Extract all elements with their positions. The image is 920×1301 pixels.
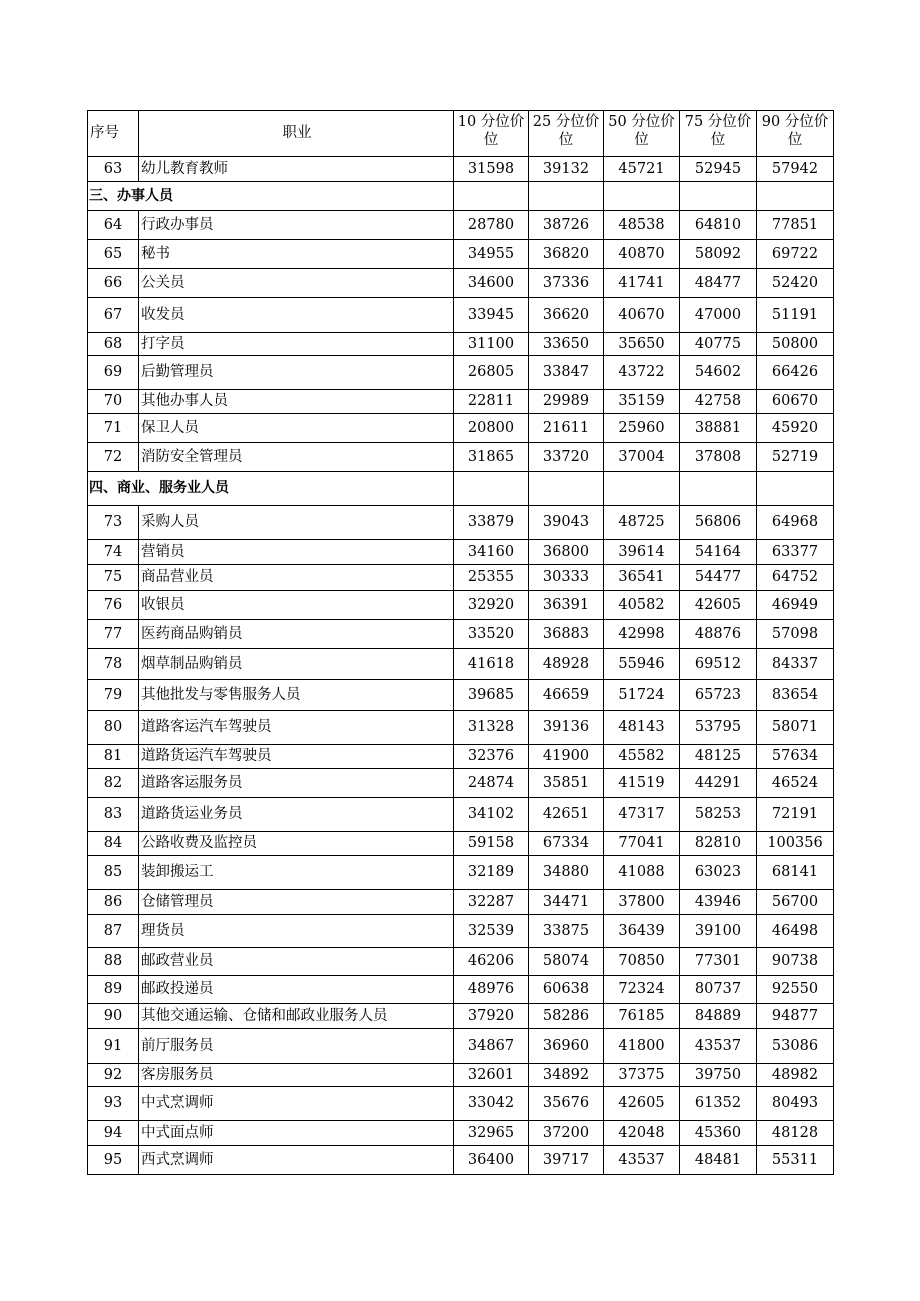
p25-cell: 46659 bbox=[529, 680, 604, 711]
p90-cell: 68141 bbox=[757, 856, 834, 890]
p25-cell: 41900 bbox=[529, 745, 604, 769]
p25-cell: 36391 bbox=[529, 591, 604, 620]
p50-cell: 42998 bbox=[604, 620, 680, 649]
p75-cell: 45360 bbox=[680, 1121, 757, 1146]
occupation-cell: 中式烹调师 bbox=[139, 1087, 454, 1121]
occupation-cell: 其他交通运输、仓储和邮政业服务人员 bbox=[139, 1004, 454, 1029]
table-row bbox=[88, 211, 834, 240]
p25-cell: 37336 bbox=[529, 269, 604, 298]
occupation-cell: 道路货运业务员 bbox=[139, 798, 454, 832]
seq-cell: 93 bbox=[88, 1087, 139, 1121]
occupation-cell: 收银员 bbox=[139, 591, 454, 620]
p90-cell: 51191 bbox=[757, 298, 834, 333]
p10-cell: 33042 bbox=[454, 1087, 529, 1121]
p50-cell: 37800 bbox=[604, 890, 680, 915]
p90-cell: 55311 bbox=[757, 1146, 834, 1175]
occupation-cell: 公路收费及监控员 bbox=[139, 832, 454, 856]
p90-cell: 52719 bbox=[757, 443, 834, 472]
p90-cell: 46498 bbox=[757, 915, 834, 948]
section-title: 四、商业、服务业人员 bbox=[88, 472, 454, 506]
p25-cell: 30333 bbox=[529, 565, 604, 591]
seq-cell: 66 bbox=[88, 269, 139, 298]
p75-cell: 39750 bbox=[680, 1064, 757, 1087]
p75-cell: 56806 bbox=[680, 506, 757, 540]
occupation-cell: 烟草制品购销员 bbox=[139, 649, 454, 680]
p50-cell: 37004 bbox=[604, 443, 680, 472]
p90-cell: 50800 bbox=[757, 333, 834, 356]
p10-cell: 26805 bbox=[454, 356, 529, 390]
p75-cell: 40775 bbox=[680, 333, 757, 356]
occupation-cell: 道路客运汽车驾驶员 bbox=[139, 711, 454, 745]
p50-cell: 48143 bbox=[604, 711, 680, 745]
p50-cell: 42605 bbox=[604, 1087, 680, 1121]
p50-cell: 40870 bbox=[604, 240, 680, 269]
p50-cell: 41088 bbox=[604, 856, 680, 890]
p25-cell: 35676 bbox=[529, 1087, 604, 1121]
occupation-cell: 其他办事人员 bbox=[139, 390, 454, 414]
p25-cell: 29989 bbox=[529, 390, 604, 414]
p50-cell: 35159 bbox=[604, 390, 680, 414]
seq-cell: 71 bbox=[88, 414, 139, 443]
p25-cell: 58074 bbox=[529, 948, 604, 976]
empty-cell bbox=[604, 182, 680, 211]
table-row bbox=[88, 620, 834, 649]
p50-cell: 36541 bbox=[604, 565, 680, 591]
p75-cell: 48481 bbox=[680, 1146, 757, 1175]
p50-cell: 48538 bbox=[604, 211, 680, 240]
p10-cell: 32189 bbox=[454, 856, 529, 890]
p50-cell: 41800 bbox=[604, 1029, 680, 1064]
table-row bbox=[88, 711, 834, 745]
empty-cell bbox=[604, 472, 680, 506]
occupation-cell: 行政办事员 bbox=[139, 211, 454, 240]
header-p25: 25 分位价位 bbox=[529, 111, 604, 157]
occupation-cell: 采购人员 bbox=[139, 506, 454, 540]
p25-cell: 60638 bbox=[529, 976, 604, 1004]
p10-cell: 37920 bbox=[454, 1004, 529, 1029]
table-row bbox=[88, 890, 834, 915]
p90-cell: 100356 bbox=[757, 832, 834, 856]
occupation-cell: 保卫人员 bbox=[139, 414, 454, 443]
p10-cell: 32965 bbox=[454, 1121, 529, 1146]
p25-cell: 39136 bbox=[529, 711, 604, 745]
occupation-cell: 前厅服务员 bbox=[139, 1029, 454, 1064]
header-row bbox=[88, 111, 834, 157]
p10-cell: 33520 bbox=[454, 620, 529, 649]
occupation-cell: 理货员 bbox=[139, 915, 454, 948]
p25-cell: 36960 bbox=[529, 1029, 604, 1064]
p10-cell: 31100 bbox=[454, 333, 529, 356]
seq-cell: 72 bbox=[88, 443, 139, 472]
occupational-wage-table bbox=[87, 110, 834, 1175]
p10-cell: 24874 bbox=[454, 769, 529, 798]
p25-cell: 36883 bbox=[529, 620, 604, 649]
seq-cell: 77 bbox=[88, 620, 139, 649]
seq-cell: 76 bbox=[88, 591, 139, 620]
p10-cell: 31598 bbox=[454, 157, 529, 182]
p75-cell: 42605 bbox=[680, 591, 757, 620]
p90-cell: 45920 bbox=[757, 414, 834, 443]
p50-cell: 51724 bbox=[604, 680, 680, 711]
p25-cell: 34880 bbox=[529, 856, 604, 890]
header-p50: 50 分位价位 bbox=[604, 111, 680, 157]
p75-cell: 65723 bbox=[680, 680, 757, 711]
p10-cell: 33945 bbox=[454, 298, 529, 333]
table-row bbox=[88, 240, 834, 269]
occupation-cell: 中式面点师 bbox=[139, 1121, 454, 1146]
p75-cell: 63023 bbox=[680, 856, 757, 890]
p10-cell: 34102 bbox=[454, 798, 529, 832]
seq-cell: 73 bbox=[88, 506, 139, 540]
p25-cell: 36620 bbox=[529, 298, 604, 333]
p10-cell: 34867 bbox=[454, 1029, 529, 1064]
p90-cell: 64752 bbox=[757, 565, 834, 591]
occupation-cell: 医药商品购销员 bbox=[139, 620, 454, 649]
p50-cell: 47317 bbox=[604, 798, 680, 832]
table-row bbox=[88, 680, 834, 711]
p90-cell: 83654 bbox=[757, 680, 834, 711]
p75-cell: 82810 bbox=[680, 832, 757, 856]
table-row bbox=[88, 745, 834, 769]
p25-cell: 21611 bbox=[529, 414, 604, 443]
occupation-cell: 装卸搬运工 bbox=[139, 856, 454, 890]
table-row bbox=[88, 649, 834, 680]
table-row bbox=[88, 506, 834, 540]
table-row bbox=[88, 356, 834, 390]
p75-cell: 44291 bbox=[680, 769, 757, 798]
p90-cell: 57098 bbox=[757, 620, 834, 649]
p75-cell: 54602 bbox=[680, 356, 757, 390]
p25-cell: 37200 bbox=[529, 1121, 604, 1146]
p90-cell: 57942 bbox=[757, 157, 834, 182]
p90-cell: 90738 bbox=[757, 948, 834, 976]
seq-cell: 79 bbox=[88, 680, 139, 711]
seq-cell: 86 bbox=[88, 890, 139, 915]
empty-cell bbox=[529, 472, 604, 506]
p75-cell: 43537 bbox=[680, 1029, 757, 1064]
p25-cell: 58286 bbox=[529, 1004, 604, 1029]
p25-cell: 42651 bbox=[529, 798, 604, 832]
table-row bbox=[88, 856, 834, 890]
table-row bbox=[88, 565, 834, 591]
table-row bbox=[88, 1064, 834, 1087]
header-p75: 75 分位价位 bbox=[680, 111, 757, 157]
empty-cell bbox=[529, 182, 604, 211]
header-p90: 90 分位价位 bbox=[757, 111, 834, 157]
p75-cell: 48477 bbox=[680, 269, 757, 298]
occupation-cell: 其他批发与零售服务人员 bbox=[139, 680, 454, 711]
p90-cell: 48128 bbox=[757, 1121, 834, 1146]
p90-cell: 56700 bbox=[757, 890, 834, 915]
seq-cell: 75 bbox=[88, 565, 139, 591]
table-row bbox=[88, 948, 834, 976]
occupation-cell: 公关员 bbox=[139, 269, 454, 298]
p90-cell: 53086 bbox=[757, 1029, 834, 1064]
p25-cell: 39717 bbox=[529, 1146, 604, 1175]
p25-cell: 34471 bbox=[529, 890, 604, 915]
occupation-cell: 营销员 bbox=[139, 540, 454, 565]
seq-cell: 67 bbox=[88, 298, 139, 333]
occupation-cell: 幼儿教育教师 bbox=[139, 157, 454, 182]
header-seq: 序号 bbox=[88, 111, 139, 157]
p75-cell: 84889 bbox=[680, 1004, 757, 1029]
section-row bbox=[88, 182, 834, 211]
p90-cell: 60670 bbox=[757, 390, 834, 414]
p90-cell: 46524 bbox=[757, 769, 834, 798]
p10-cell: 32539 bbox=[454, 915, 529, 948]
p50-cell: 43722 bbox=[604, 356, 680, 390]
p90-cell: 84337 bbox=[757, 649, 834, 680]
p50-cell: 48725 bbox=[604, 506, 680, 540]
occupation-cell: 西式烹调师 bbox=[139, 1146, 454, 1175]
p50-cell: 45582 bbox=[604, 745, 680, 769]
p75-cell: 42758 bbox=[680, 390, 757, 414]
p90-cell: 58071 bbox=[757, 711, 834, 745]
table-row bbox=[88, 915, 834, 948]
seq-cell: 82 bbox=[88, 769, 139, 798]
table-row bbox=[88, 157, 834, 182]
p90-cell: 46949 bbox=[757, 591, 834, 620]
p50-cell: 43537 bbox=[604, 1146, 680, 1175]
p10-cell: 46206 bbox=[454, 948, 529, 976]
p10-cell: 22811 bbox=[454, 390, 529, 414]
p75-cell: 37808 bbox=[680, 443, 757, 472]
table-row bbox=[88, 390, 834, 414]
p50-cell: 41741 bbox=[604, 269, 680, 298]
header-p10: 10 分位价位 bbox=[454, 111, 529, 157]
table-row bbox=[88, 798, 834, 832]
p50-cell: 76185 bbox=[604, 1004, 680, 1029]
table-body bbox=[88, 111, 834, 1175]
p10-cell: 59158 bbox=[454, 832, 529, 856]
empty-cell bbox=[680, 472, 757, 506]
p50-cell: 70850 bbox=[604, 948, 680, 976]
table-row bbox=[88, 269, 834, 298]
p50-cell: 41519 bbox=[604, 769, 680, 798]
p50-cell: 25960 bbox=[604, 414, 680, 443]
seq-cell: 89 bbox=[88, 976, 139, 1004]
p90-cell: 77851 bbox=[757, 211, 834, 240]
p25-cell: 33650 bbox=[529, 333, 604, 356]
p50-cell: 35650 bbox=[604, 333, 680, 356]
table-row bbox=[88, 769, 834, 798]
seq-cell: 91 bbox=[88, 1029, 139, 1064]
seq-cell: 90 bbox=[88, 1004, 139, 1029]
p50-cell: 39614 bbox=[604, 540, 680, 565]
p90-cell: 69722 bbox=[757, 240, 834, 269]
empty-cell bbox=[454, 472, 529, 506]
seq-cell: 84 bbox=[88, 832, 139, 856]
p90-cell: 48982 bbox=[757, 1064, 834, 1087]
p10-cell: 32376 bbox=[454, 745, 529, 769]
occupation-cell: 秘书 bbox=[139, 240, 454, 269]
seq-cell: 92 bbox=[88, 1064, 139, 1087]
p25-cell: 36800 bbox=[529, 540, 604, 565]
table-row bbox=[88, 1029, 834, 1064]
p75-cell: 69512 bbox=[680, 649, 757, 680]
occupation-cell: 商品营业员 bbox=[139, 565, 454, 591]
seq-cell: 83 bbox=[88, 798, 139, 832]
p50-cell: 45721 bbox=[604, 157, 680, 182]
table-row bbox=[88, 298, 834, 333]
table-row bbox=[88, 540, 834, 565]
p10-cell: 34600 bbox=[454, 269, 529, 298]
table-row bbox=[88, 832, 834, 856]
p10-cell: 20800 bbox=[454, 414, 529, 443]
p10-cell: 25355 bbox=[454, 565, 529, 591]
p25-cell: 39132 bbox=[529, 157, 604, 182]
seq-cell: 64 bbox=[88, 211, 139, 240]
p50-cell: 42048 bbox=[604, 1121, 680, 1146]
p10-cell: 33879 bbox=[454, 506, 529, 540]
p75-cell: 61352 bbox=[680, 1087, 757, 1121]
occupation-cell: 邮政投递员 bbox=[139, 976, 454, 1004]
occupation-cell: 后勤管理员 bbox=[139, 356, 454, 390]
p90-cell: 63377 bbox=[757, 540, 834, 565]
p90-cell: 80493 bbox=[757, 1087, 834, 1121]
p10-cell: 36400 bbox=[454, 1146, 529, 1175]
p75-cell: 38881 bbox=[680, 414, 757, 443]
p50-cell: 55946 bbox=[604, 649, 680, 680]
empty-cell bbox=[680, 182, 757, 211]
p90-cell: 57634 bbox=[757, 745, 834, 769]
seq-cell: 65 bbox=[88, 240, 139, 269]
seq-cell: 80 bbox=[88, 711, 139, 745]
p75-cell: 54164 bbox=[680, 540, 757, 565]
seq-cell: 87 bbox=[88, 915, 139, 948]
p10-cell: 28780 bbox=[454, 211, 529, 240]
p50-cell: 36439 bbox=[604, 915, 680, 948]
p25-cell: 38726 bbox=[529, 211, 604, 240]
p75-cell: 64810 bbox=[680, 211, 757, 240]
p25-cell: 67334 bbox=[529, 832, 604, 856]
p10-cell: 34955 bbox=[454, 240, 529, 269]
seq-cell: 70 bbox=[88, 390, 139, 414]
p25-cell: 48928 bbox=[529, 649, 604, 680]
seq-cell: 94 bbox=[88, 1121, 139, 1146]
p75-cell: 54477 bbox=[680, 565, 757, 591]
p75-cell: 58092 bbox=[680, 240, 757, 269]
seq-cell: 95 bbox=[88, 1146, 139, 1175]
p50-cell: 72324 bbox=[604, 976, 680, 1004]
table-row bbox=[88, 333, 834, 356]
p90-cell: 52420 bbox=[757, 269, 834, 298]
seq-cell: 63 bbox=[88, 157, 139, 182]
p10-cell: 31865 bbox=[454, 443, 529, 472]
seq-cell: 78 bbox=[88, 649, 139, 680]
empty-cell bbox=[757, 182, 834, 211]
seq-cell: 85 bbox=[88, 856, 139, 890]
p10-cell: 41618 bbox=[454, 649, 529, 680]
p10-cell: 39685 bbox=[454, 680, 529, 711]
p90-cell: 66426 bbox=[757, 356, 834, 390]
table-row bbox=[88, 976, 834, 1004]
p75-cell: 80737 bbox=[680, 976, 757, 1004]
p25-cell: 33847 bbox=[529, 356, 604, 390]
occupation-cell: 消防安全管理员 bbox=[139, 443, 454, 472]
table-row bbox=[88, 443, 834, 472]
p75-cell: 53795 bbox=[680, 711, 757, 745]
seq-cell: 68 bbox=[88, 333, 139, 356]
occupation-cell: 打字员 bbox=[139, 333, 454, 356]
p10-cell: 32287 bbox=[454, 890, 529, 915]
table-row bbox=[88, 1004, 834, 1029]
seq-cell: 74 bbox=[88, 540, 139, 565]
seq-cell: 69 bbox=[88, 356, 139, 390]
p25-cell: 33875 bbox=[529, 915, 604, 948]
empty-cell bbox=[757, 472, 834, 506]
p75-cell: 47000 bbox=[680, 298, 757, 333]
p25-cell: 39043 bbox=[529, 506, 604, 540]
table-row bbox=[88, 414, 834, 443]
p75-cell: 48125 bbox=[680, 745, 757, 769]
occupation-cell: 道路客运服务员 bbox=[139, 769, 454, 798]
occupation-cell: 收发员 bbox=[139, 298, 454, 333]
seq-cell: 81 bbox=[88, 745, 139, 769]
p50-cell: 40670 bbox=[604, 298, 680, 333]
p90-cell: 72191 bbox=[757, 798, 834, 832]
p10-cell: 32601 bbox=[454, 1064, 529, 1087]
table-row bbox=[88, 591, 834, 620]
occupation-cell: 仓储管理员 bbox=[139, 890, 454, 915]
p50-cell: 37375 bbox=[604, 1064, 680, 1087]
p10-cell: 34160 bbox=[454, 540, 529, 565]
table-row bbox=[88, 1121, 834, 1146]
header-occupation: 职业 bbox=[139, 111, 454, 157]
p10-cell: 31328 bbox=[454, 711, 529, 745]
p75-cell: 48876 bbox=[680, 620, 757, 649]
p90-cell: 94877 bbox=[757, 1004, 834, 1029]
p10-cell: 32920 bbox=[454, 591, 529, 620]
p10-cell: 48976 bbox=[454, 976, 529, 1004]
section-row bbox=[88, 472, 834, 506]
p25-cell: 35851 bbox=[529, 769, 604, 798]
p75-cell: 52945 bbox=[680, 157, 757, 182]
occupation-cell: 道路货运汽车驾驶员 bbox=[139, 745, 454, 769]
table-row bbox=[88, 1146, 834, 1175]
table-row bbox=[88, 1087, 834, 1121]
p90-cell: 64968 bbox=[757, 506, 834, 540]
section-title: 三、办事人员 bbox=[88, 182, 454, 211]
p75-cell: 43946 bbox=[680, 890, 757, 915]
occupation-cell: 客房服务员 bbox=[139, 1064, 454, 1087]
p75-cell: 39100 bbox=[680, 915, 757, 948]
p50-cell: 40582 bbox=[604, 591, 680, 620]
p75-cell: 58253 bbox=[680, 798, 757, 832]
p25-cell: 33720 bbox=[529, 443, 604, 472]
p50-cell: 77041 bbox=[604, 832, 680, 856]
seq-cell: 88 bbox=[88, 948, 139, 976]
p90-cell: 92550 bbox=[757, 976, 834, 1004]
p75-cell: 77301 bbox=[680, 948, 757, 976]
empty-cell bbox=[454, 182, 529, 211]
occupation-cell: 邮政营业员 bbox=[139, 948, 454, 976]
p25-cell: 34892 bbox=[529, 1064, 604, 1087]
p25-cell: 36820 bbox=[529, 240, 604, 269]
